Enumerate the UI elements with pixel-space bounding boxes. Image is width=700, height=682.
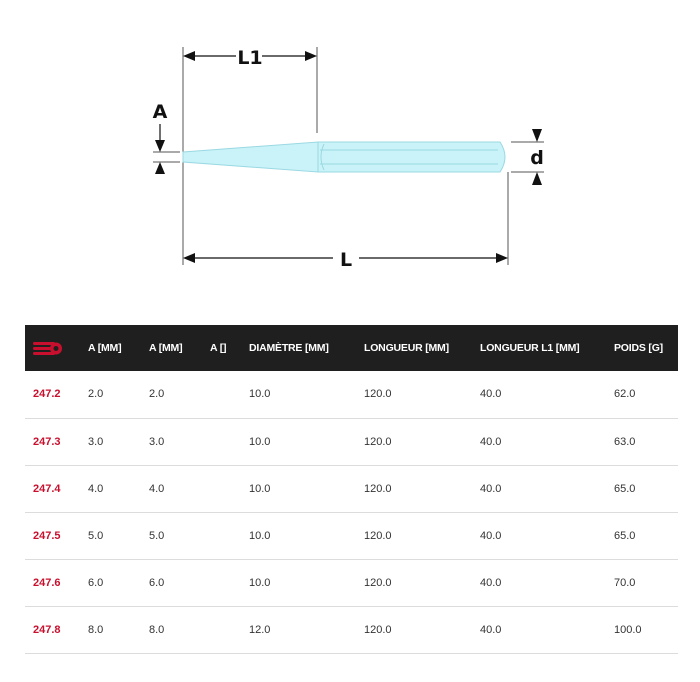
cell-longueur-l1: 40.0 [480,576,502,589]
cell-longueur-l1: 40.0 [480,623,502,636]
punch-diagram [0,0,700,300]
cell-diametre: 10.0 [249,388,271,401]
table-header-row [25,325,678,371]
cell-diametre: 10.0 [249,576,271,589]
cell-a-mm: 8.0 [88,623,104,636]
cell-a-mm: 6.0 [88,576,104,589]
punch-taper [183,142,318,172]
cell-longueur: 120.0 [364,435,392,448]
header-a-mm-2: A [MM] [149,342,183,354]
cell-poids: 65.0 [614,482,636,495]
header-longueur-l1: LONGUEUR L1 [MM] [480,342,580,354]
product-reference[interactable]: 247.5 [33,529,61,542]
cell-diametre: 10.0 [249,482,271,495]
header-longueur: LONGUEUR [MM] [364,342,449,354]
table-row [25,606,678,653]
product-reference[interactable]: 247.4 [33,482,61,495]
cell-a [202,371,241,418]
table-row [25,371,678,418]
cell-a [202,606,241,653]
arrow-right-icon [305,51,317,61]
cell-longueur-l1: 40.0 [480,435,502,448]
arrow-up-icon [532,172,542,185]
cell-poids: 100.0 [614,623,642,636]
cell-longueur: 120.0 [364,623,392,636]
specification-table [25,325,678,654]
header-brand-cell [25,325,80,371]
cell-longueur: 120.0 [364,576,392,589]
product-reference[interactable]: 247.8 [33,623,61,636]
cell-a-mm: 2.0 [88,388,104,401]
cell-a-mm-2: 6.0 [149,576,165,589]
cell-diametre: 10.0 [249,529,271,542]
cell-poids: 63.0 [614,435,636,448]
cell-longueur-l1: 40.0 [480,529,502,542]
arrow-left-icon [183,253,195,263]
table-row [25,512,678,559]
product-reference[interactable]: 247.6 [33,576,61,589]
label-l: L [339,249,353,271]
arrow-down-icon [532,129,542,142]
label-d: d [530,147,544,169]
cell-a-mm-2: 5.0 [149,529,165,542]
cell-longueur-l1: 40.0 [480,388,502,401]
header-poids: POIDS [G] [614,342,663,354]
cell-a-mm-2: 2.0 [149,388,165,401]
cell-a [202,418,241,465]
cell-diametre: 12.0 [249,623,271,636]
table-row [25,559,678,606]
table-row [25,418,678,465]
cell-longueur: 120.0 [364,388,392,401]
table-row [25,465,678,512]
cell-a-mm: 5.0 [88,529,104,542]
header-diametre: DIAMÈTRE [MM] [249,342,329,354]
cell-a-mm: 4.0 [88,482,104,495]
cell-a-mm-2: 4.0 [149,482,165,495]
arrow-right-icon [496,253,508,263]
cell-a [202,559,241,606]
cell-longueur-l1: 40.0 [480,482,502,495]
cell-a [202,465,241,512]
cell-poids: 65.0 [614,529,636,542]
header-a: A [] [210,342,227,354]
cell-a-mm: 3.0 [88,435,104,448]
label-l1: L1 [237,47,263,69]
label-a: A [152,101,168,123]
cell-longueur: 120.0 [364,529,392,542]
header-a-mm: A [MM] [88,342,122,354]
brand-logo-icon [33,340,63,356]
cell-a-mm-2: 8.0 [149,623,165,636]
cell-longueur: 120.0 [364,482,392,495]
arrow-down-icon [155,140,165,152]
product-reference[interactable]: 247.2 [33,388,61,401]
punch-shank [318,142,505,172]
product-reference[interactable]: 247.3 [33,435,61,448]
cell-a-mm-2: 3.0 [149,435,165,448]
cell-poids: 62.0 [614,388,636,401]
cell-a [202,512,241,559]
arrow-up-icon [155,162,165,174]
arrow-left-icon [183,51,195,61]
cell-poids: 70.0 [614,576,636,589]
cell-diametre: 10.0 [249,435,271,448]
